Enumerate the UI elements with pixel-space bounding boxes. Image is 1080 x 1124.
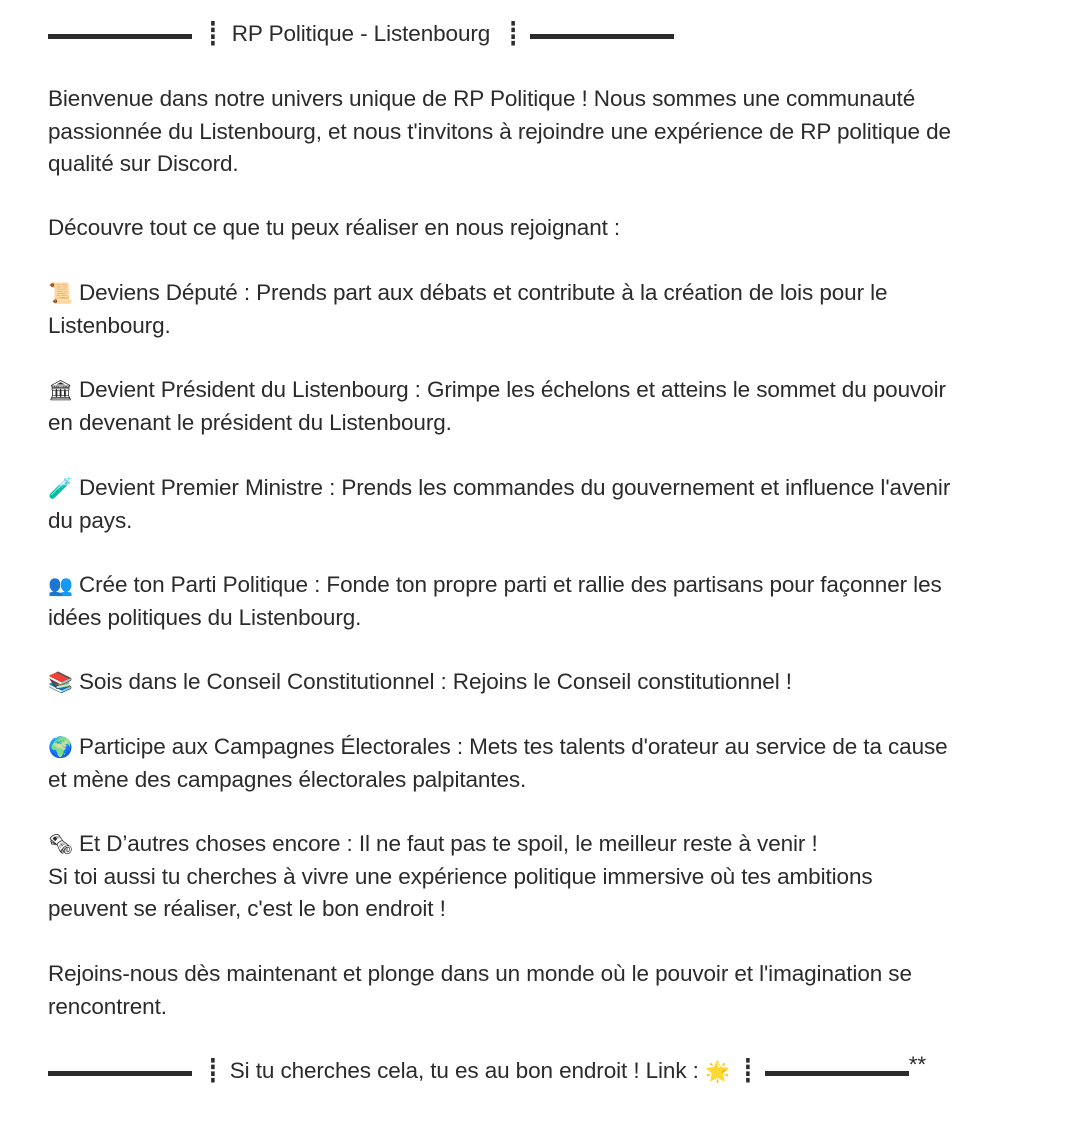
header-bracket-right: ┋ xyxy=(506,21,520,46)
feature-item-conseil xyxy=(48,666,1038,699)
intro-line: qualité sur Discord. xyxy=(48,151,239,176)
feature-text: Listenbourg. xyxy=(48,312,171,338)
feature-text: peuvent se réaliser, c'est le bon endroit ! xyxy=(48,896,446,921)
feature-item-campagnes xyxy=(48,731,1038,796)
feature-text: Deviens Député : Prends part aux débats et contribute à la création de lois pour le xyxy=(79,280,888,305)
header-rule-right xyxy=(530,34,674,39)
feature-text: en devenant le président du Listenbourg. xyxy=(48,409,452,435)
classical-building-icon: 🏛 xyxy=(48,378,74,402)
outro-line: Rejoins-nous dès maintenant et plonge dans un monde où le pouvoir et l'imagination se xyxy=(48,961,912,986)
intro-paragraph xyxy=(48,83,1038,181)
footer-rule-left xyxy=(48,1071,192,1076)
feature-item-depute xyxy=(48,277,1038,342)
feature-text: idées politiques du Listenbourg. xyxy=(48,604,362,630)
feature-text: et mène des campagnes électorales palpitantes. xyxy=(48,766,527,792)
discover-line xyxy=(48,212,1038,245)
feature-item-premier-ministre xyxy=(48,472,1038,537)
feature-text: du pays. xyxy=(48,507,133,533)
feature-text: Sois dans le Conseil Constitutionnel : Rejoins le Conseil constitutionnel ! xyxy=(79,669,792,694)
intro-line: passionnée du Listenbourg, et nous t'invitons à rejoindre une expérience de RP politique de xyxy=(48,118,951,144)
footer-bracket-left: ┋ xyxy=(206,1058,220,1083)
feature-text: Devient Président du Listenbourg : Grimpe les échelons et atteins le sommet du pouvoir xyxy=(79,377,946,402)
feature-text: Crée ton Parti Politique : Fonde ton propre parti et rallie des partisans pour façonner les xyxy=(79,572,942,597)
outro-line: rencontrent. xyxy=(48,993,167,1019)
feature-text: Si toi aussi tu cherches à vivre une expérience politique immersive où tes ambitions xyxy=(48,863,873,889)
people-icon: 👥 xyxy=(48,573,73,597)
header-rule-left xyxy=(48,34,192,39)
feature-item-parti xyxy=(48,569,1038,634)
header-bracket-left: ┋ xyxy=(206,21,220,46)
header-title: RP Politique - Listenbourg xyxy=(231,21,491,46)
outro-paragraph xyxy=(48,958,1038,1023)
globe-icon: 🌍 xyxy=(48,735,73,759)
test-tube-icon: 🧪 xyxy=(48,476,73,500)
intro-line: Bienvenue dans notre univers unique de RP Politique ! Nous sommes une communauté xyxy=(48,86,916,111)
footer-text: Si tu cherches cela, tu es au bon endroit ! Link : xyxy=(229,1058,699,1083)
feature-item-president xyxy=(48,374,1038,439)
header xyxy=(48,18,1038,51)
feature-text: Participe aux Campagnes Électorales : Mets tes talents d'orateur au service de ta cause xyxy=(79,734,948,759)
books-icon: 📚 xyxy=(48,670,73,694)
feature-text: Et D’autres choses encore : Il ne faut pas te spoil, le meilleur reste à venir ! xyxy=(79,831,818,856)
feature-text: Devient Premier Ministre : Prends les commandes du gouvernement et influence l'avenir xyxy=(79,475,951,500)
footer-rule-right xyxy=(765,1071,909,1076)
footer-trailing: ** xyxy=(908,1052,927,1077)
feature-item-autres xyxy=(48,828,1038,926)
discover-text: Découvre tout ce que tu peux réaliser en nous rejoignant : xyxy=(48,215,621,240)
footer-bracket-right: ┋ xyxy=(741,1058,755,1083)
scroll-icon: 📜 xyxy=(48,281,73,305)
star-icon: 🌟 xyxy=(704,1059,730,1083)
footer xyxy=(48,1052,1038,1088)
newspaper-icon: 🗞 xyxy=(48,832,74,856)
